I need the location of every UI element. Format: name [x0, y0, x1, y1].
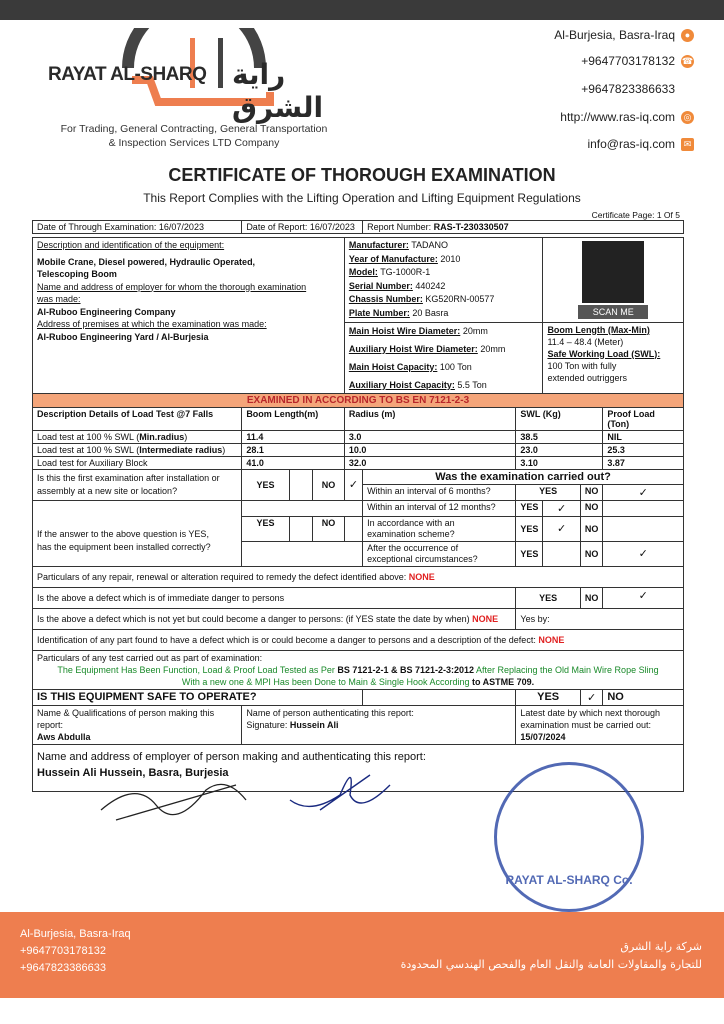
scheme-no[interactable]: NO	[580, 516, 603, 541]
excep-yes-box[interactable]	[543, 541, 580, 566]
installed-no-box[interactable]	[344, 516, 362, 541]
load-desc-c: )	[222, 444, 226, 455]
serial-value: 440242	[415, 280, 446, 291]
certificate-table	[32, 220, 684, 792]
scheme-yes-check[interactable]: ✓	[543, 516, 580, 541]
blank-cell	[363, 689, 516, 705]
particulars-line-1	[37, 664, 679, 676]
mhwd-label: Main Hoist Wire Diameter:	[348, 325, 461, 336]
document-title: CERTIFICATE OF THOROUGH EXAMINATION	[168, 165, 556, 185]
phone1-text: +9647703178132	[581, 54, 675, 68]
ahwd-value: 20mm	[480, 343, 506, 354]
location-icon: ●	[681, 29, 694, 42]
carried-out-heading: Was the examination carried out?	[363, 469, 684, 484]
installed-question	[33, 516, 242, 566]
i6-yes[interactable]: YES	[516, 484, 580, 500]
scheme-q-2: examination scheme?	[367, 528, 455, 539]
load-desc	[33, 456, 242, 469]
load-boom: 11.4	[242, 430, 345, 443]
model-value: TG-1000R-1	[380, 267, 431, 278]
load-proof: 25.3	[603, 443, 684, 456]
part-2b: to ASTME 709.	[471, 676, 535, 687]
imm-no[interactable]: NO	[580, 587, 603, 608]
ahwd-label: Auxiliary Hoist Wire Diameter:	[348, 343, 478, 354]
i12-no-box[interactable]	[603, 500, 684, 516]
load-row	[33, 430, 684, 443]
equipment-row	[33, 238, 684, 323]
logo-text-en: RAYAT AL-SHARQ	[48, 64, 207, 85]
top-bar	[0, 0, 724, 20]
repair-label: Particulars of any repair, renewal or alteration required to remedy the defect identified above:	[37, 571, 409, 582]
desc-label: Description and identification of the equipment:	[37, 240, 225, 250]
excep-no-check[interactable]: ✓	[603, 541, 684, 566]
load-row	[33, 443, 684, 456]
repair-text	[33, 566, 684, 587]
future-row	[33, 608, 684, 629]
mhc-value: 100 Ton	[439, 361, 472, 372]
contact-address	[554, 28, 694, 42]
load-swl: 38.5	[516, 430, 603, 443]
load-head-boom: Boom Length(m)	[242, 407, 345, 430]
load-desc-a: Load test at 100 % SWL (	[37, 444, 140, 455]
load-radius: 3.0	[344, 430, 516, 443]
scan-me-label: SCAN ME	[578, 305, 648, 319]
footer-phone-2: +9647823386633	[20, 962, 106, 974]
chassis-value: KG520RN-00577	[425, 294, 495, 305]
auth-sig-label: Signature:	[246, 719, 290, 730]
installed-q-1: If the answer to the above question is YES,	[37, 528, 209, 539]
hoist-block	[344, 322, 543, 393]
qr-code-icon[interactable]	[582, 241, 644, 303]
manufacturer-value: TADANO	[411, 240, 449, 250]
particulars-block	[33, 650, 684, 689]
model-label: Model:	[348, 267, 378, 278]
employer-value: Al-Ruboo Engineering Company	[37, 306, 176, 317]
load-desc-a: Load test for Auxiliary Block	[37, 457, 148, 468]
phone-icon: ☎	[681, 55, 694, 66]
particulars-label: Particulars of any test carried out as part of examination:	[37, 652, 263, 663]
contact-phone-2	[581, 82, 675, 96]
ahc-value: 5.5 Ton	[457, 379, 487, 390]
exam-date: Date of Through Examination: 16/07/2023	[33, 221, 242, 234]
safe-question: IS THIS EQUIPMENT SAFE TO OPERATE?	[33, 689, 363, 705]
mhc-label: Main Hoist Capacity:	[348, 361, 438, 372]
exceptional-question	[363, 541, 516, 566]
excep-q-2: exceptional circumstances?	[367, 553, 478, 564]
first-q-2: assembly at a new site or location?	[37, 485, 178, 496]
particulars-line-2	[37, 676, 679, 688]
year-label: Year of Manufacture:	[348, 253, 438, 264]
swl-value-1: 100 Ton with fully	[547, 360, 617, 371]
scheme-no-box[interactable]	[603, 516, 684, 541]
next-value: 15/07/2024	[520, 731, 566, 742]
scheme-question	[363, 516, 516, 541]
part-1a: The Equipment Has Been Function, Load & Proof Load Tested as Per	[57, 664, 338, 675]
i12-no[interactable]: NO	[580, 500, 603, 516]
ident-label: Identification of any part found to have a defect which is or could become a danger to persons and a description of the defect:	[37, 634, 539, 645]
address-text: Al-Burjesia, Basra-Iraq	[554, 28, 675, 42]
employer-label-1: Name and address of employer for whom the thorough examination	[37, 281, 307, 292]
load-head-desc: Description Details of Load Test @7 Falls	[33, 407, 242, 430]
load-boom: 41.0	[242, 456, 345, 469]
plate-value: 20 Basra	[412, 307, 449, 318]
contact-phone-1	[581, 54, 694, 68]
part-1b: BS 7121-2-1 & BS 7121-2-3:2012	[337, 664, 474, 675]
examined-banner: EXAMINED IN ACCORDING TO BS EN 7121-2-3	[33, 393, 684, 407]
first-exam-question	[33, 469, 242, 500]
load-head-swl: SWL (Kg)	[516, 407, 603, 430]
load-swl: 3.10	[516, 456, 603, 469]
boom-value: 11.4 – 48.4 (Meter)	[547, 336, 624, 347]
auth-label: Name of person authenticating this report:	[246, 707, 414, 718]
load-desc	[33, 443, 242, 456]
blank-cell	[242, 541, 363, 566]
repair-value: NONE	[408, 571, 435, 582]
i12-yes[interactable]: YES	[516, 500, 543, 516]
tagline-line-1: For Trading, General Contracting, General Transportation	[60, 123, 328, 135]
load-desc-a: Load test at 100 % SWL (	[37, 431, 140, 442]
q-row	[33, 516, 684, 541]
repair-row	[33, 566, 684, 587]
installed-yes-box[interactable]	[289, 516, 313, 541]
part-1c: After Replacing the Old Main Wire Rope Sling	[474, 664, 659, 675]
footer-ar-2: للتجارة والمقاولات العامة والنقل العام والفحص الهندسي المحدودة	[400, 958, 702, 971]
yes-by[interactable]: Yes by:	[516, 608, 684, 629]
website-text[interactable]: http://www.ras-iq.com	[560, 110, 675, 124]
future-value: NONE	[472, 613, 499, 624]
sign-row	[33, 705, 684, 744]
installed-no[interactable]: NO	[313, 516, 345, 541]
imm-yes[interactable]: YES	[516, 587, 580, 608]
safe-yes-check[interactable]: ✓	[580, 689, 603, 705]
next-label-2: examination must be carried out:	[520, 719, 651, 730]
report-date: Date of Report: 16/07/2023	[242, 221, 363, 234]
future-label: Is the above a defect which is not yet but could become a danger to persons: (if YES state the date by when)	[37, 613, 473, 624]
load-desc	[33, 430, 242, 443]
immediate-row	[33, 587, 684, 608]
person-label-1: Name & Qualifications of person making this	[37, 707, 215, 718]
footer-address: Al-Burjesia, Basra-Iraq	[20, 928, 131, 940]
load-desc-c: )	[184, 431, 188, 442]
dates-row	[33, 221, 684, 234]
particulars-row	[33, 650, 684, 689]
person-block	[33, 705, 242, 744]
premises-label: Address of premises at which the examination was made:	[37, 319, 267, 329]
load-proof: NIL	[603, 430, 684, 443]
boom-label: Boom Length (Max-Min)	[547, 324, 650, 335]
qr-block	[543, 238, 684, 323]
tagline	[44, 122, 344, 150]
auth-block	[242, 705, 516, 744]
first-no[interactable]: NO	[313, 469, 345, 500]
globe-icon: ◎	[681, 111, 694, 124]
q-row	[33, 500, 684, 516]
first-yes[interactable]: YES	[242, 469, 289, 500]
stamp-text: RAYAT AL-SHARQ Co.	[505, 873, 633, 887]
company-logo	[40, 28, 370, 124]
year-value: 2010	[440, 253, 461, 264]
serial-label: Serial Number:	[348, 280, 413, 291]
ident-text	[33, 629, 684, 650]
footer	[0, 912, 724, 998]
load-head-radius: Radius (m)	[344, 407, 516, 430]
load-head-proof: Proof Load (Ton)	[603, 407, 684, 430]
i6-no-check[interactable]: ✓	[603, 484, 684, 500]
boom-block	[543, 322, 684, 393]
excep-no[interactable]: NO	[580, 541, 603, 566]
desc-value-1: Mobile Crane, Diesel powered, Hydraulic Operated,	[37, 256, 256, 267]
safe-no[interactable]: NO	[603, 689, 684, 705]
safe-row	[33, 689, 684, 705]
scheme-q-1: In accordance with an	[367, 517, 455, 528]
footer-right	[401, 938, 702, 974]
future-danger-question	[33, 608, 516, 629]
first-yes-box[interactable]	[289, 469, 313, 500]
chassis-label: Chassis Number:	[348, 294, 423, 305]
installed-q-2: has the equipment been installed correctly?	[37, 541, 211, 552]
q-row	[33, 469, 684, 484]
premises-value: Al-Ruboo Engineering Yard / Al-Burjesia	[37, 331, 209, 342]
contact-website	[560, 110, 694, 124]
i6-no[interactable]: NO	[580, 484, 603, 500]
ident-value: NONE	[538, 634, 565, 645]
email-text[interactable]: info@ras-iq.com	[587, 137, 675, 151]
contact-email	[587, 137, 694, 151]
part-2a: With a new one & MPI Has been Done to Main & Single Hook According	[181, 676, 472, 687]
interval-6-question: Within an interval of 6 months?	[363, 484, 516, 500]
immediate-danger-question: Is the above a defect which is of immediate danger to persons	[33, 587, 516, 608]
blank-cell	[33, 500, 242, 516]
load-radius: 32.0	[344, 456, 516, 469]
footer-left	[20, 926, 131, 977]
swl-value-2: extended outriggers	[547, 372, 627, 383]
imm-no-check[interactable]: ✓	[603, 587, 684, 608]
mhwd-value: 20mm	[462, 325, 488, 336]
employer-label: Name and address of employer of person making and authenticating this report:	[37, 750, 426, 763]
footer-phone-1: +9647703178132	[20, 945, 106, 957]
auth-value: Hussein Ali	[289, 719, 339, 730]
plate-label: Plate Number:	[348, 307, 410, 318]
load-proof: 3.87	[603, 456, 684, 469]
blank-cell	[242, 500, 363, 516]
person-label-2: report:	[37, 719, 64, 730]
load-boom: 28.1	[242, 443, 345, 456]
load-swl: 23.0	[516, 443, 603, 456]
page-number: Certificate Page: 1 Of 5	[591, 210, 680, 220]
swl-label: Safe Working Load (SWL):	[547, 348, 661, 359]
tagline-line-2: & Inspection Services LTD Company	[108, 137, 280, 149]
interval-12-question: Within an interval of 12 months?	[363, 500, 516, 516]
manufacturer-block	[344, 238, 543, 323]
document-subtitle: This Report Complies with the Lifting Operation and Lifting Equipment Regulations	[143, 191, 581, 205]
load-desc-b: Intermediate radius	[139, 444, 223, 455]
desc-value-2: Telescoping Boom	[37, 269, 117, 279]
first-no-check[interactable]: ✓	[344, 469, 362, 500]
excep-yes[interactable]: YES	[516, 541, 543, 566]
safe-yes[interactable]: YES	[516, 689, 580, 705]
i12-yes-check[interactable]: ✓	[543, 500, 580, 516]
load-header-row	[33, 407, 684, 430]
load-row	[33, 456, 684, 469]
equipment-description	[33, 238, 345, 394]
first-q-1: Is this the first examination after installation or	[37, 472, 220, 483]
ident-row	[33, 629, 684, 650]
phone2-text: +9647823386633	[581, 82, 675, 96]
scheme-yes[interactable]: YES	[516, 516, 543, 541]
installed-yes[interactable]: YES	[242, 516, 289, 541]
ahc-label: Auxiliary Hoist Capacity:	[348, 379, 455, 390]
person-value: Aws Abdulla	[37, 731, 91, 742]
next-exam-block	[516, 705, 684, 744]
report-number	[363, 221, 684, 234]
excep-q-1: After the occurrence of	[367, 542, 459, 553]
footer-ar-1: شركة راية الشرق	[620, 940, 702, 953]
next-label-1: Latest date by which next thorough	[520, 707, 661, 718]
employer-label-2: was made:	[37, 294, 81, 304]
logo-text-ar: راية الشرق	[232, 58, 324, 124]
manufacturer-label: Manufacturer:	[348, 240, 409, 250]
report-number-value: RAS-T-230330507	[433, 222, 509, 232]
load-desc-b: Min.radius	[139, 431, 185, 442]
report-number-label: Report Number:	[367, 222, 434, 232]
load-radius: 10.0	[344, 443, 516, 456]
employer-value: Hussein Ali Hussein, Basra, Burjesia	[37, 766, 229, 779]
company-stamp	[494, 762, 644, 912]
mail-icon: ✉	[681, 138, 694, 151]
